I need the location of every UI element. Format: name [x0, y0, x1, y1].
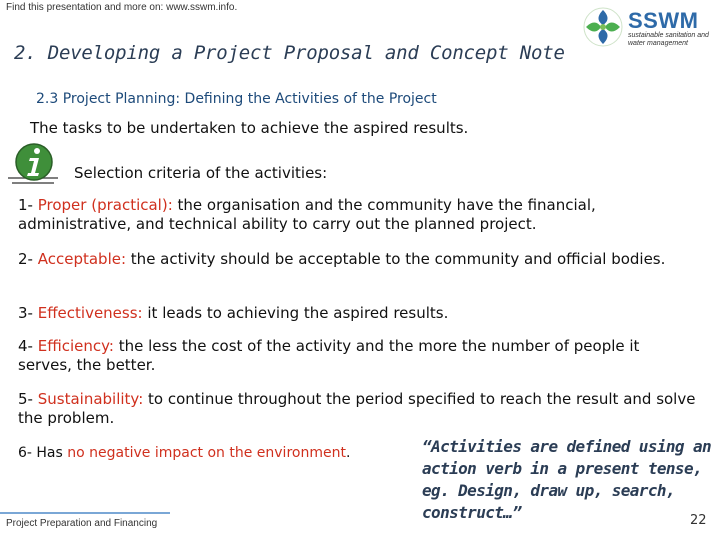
criterion-item-2	[18, 250, 698, 269]
item-number: 6- Has	[18, 445, 68, 461]
item-text: the less the cost of the activity and the more the number of people it serves, the better.	[18, 337, 640, 374]
item-text: .	[345, 445, 351, 461]
source-note: Find this presentation and more on: www.sswm.info.	[6, 2, 238, 13]
item-keyword: Sustainability:	[37, 390, 144, 408]
criterion-item-1	[18, 196, 698, 234]
item-number: 4-	[18, 337, 38, 355]
item-keyword: Proper (practical):	[37, 196, 173, 214]
criterion-item-4	[18, 337, 698, 375]
item-text: it leads to achieving the aspired results.	[142, 304, 449, 322]
item-number: 1-	[18, 196, 38, 214]
item-keyword: Efficiency:	[37, 337, 114, 355]
criterion-item-5	[18, 390, 698, 428]
item-text: to continue throughout the period specified to reach the result and solve the problem.	[18, 390, 696, 427]
criterion-item-3	[18, 304, 698, 323]
slide-subtitle: 2.3 Project Planning: Defining the Activities of the Project	[36, 91, 437, 107]
logo-wordmark: SSWM	[628, 8, 699, 33]
criterion-item-6	[18, 444, 418, 463]
item-text: the activity should be acceptable to the community and official bodies.	[126, 250, 666, 268]
logo-tagline: sustainable sanitation and water management	[628, 32, 709, 47]
footer-label: Project Preparation and Financing	[6, 518, 158, 529]
intro-text: The tasks to be undertaken to achieve the aspired results.	[30, 119, 469, 137]
item-keyword: no negative impact on the environment	[67, 445, 346, 461]
item-text: the organisation and the community have the financial, administrative, and technical ability to carry out the planned project.	[18, 196, 596, 233]
item-number: 3-	[18, 304, 38, 322]
criteria-heading: Selection criteria of the activities:	[74, 164, 328, 182]
activity-definition-quote: “Activities are defined using an action verb in a present tense, eg. Design, draw up, search, construct…”	[422, 437, 712, 522]
item-keyword: Effectiveness:	[37, 304, 143, 322]
item-keyword: Acceptable:	[37, 250, 127, 268]
sswm-logo	[582, 6, 714, 50]
item-number: 2-	[18, 250, 38, 268]
page-number: 22	[690, 513, 707, 528]
footer-divider	[0, 512, 170, 514]
sswm-logo-icon	[582, 6, 624, 48]
slide-title: 2. Developing a Project Proposal and Concept Note	[14, 42, 565, 64]
info-icon	[8, 142, 60, 188]
item-number: 5-	[18, 390, 38, 408]
